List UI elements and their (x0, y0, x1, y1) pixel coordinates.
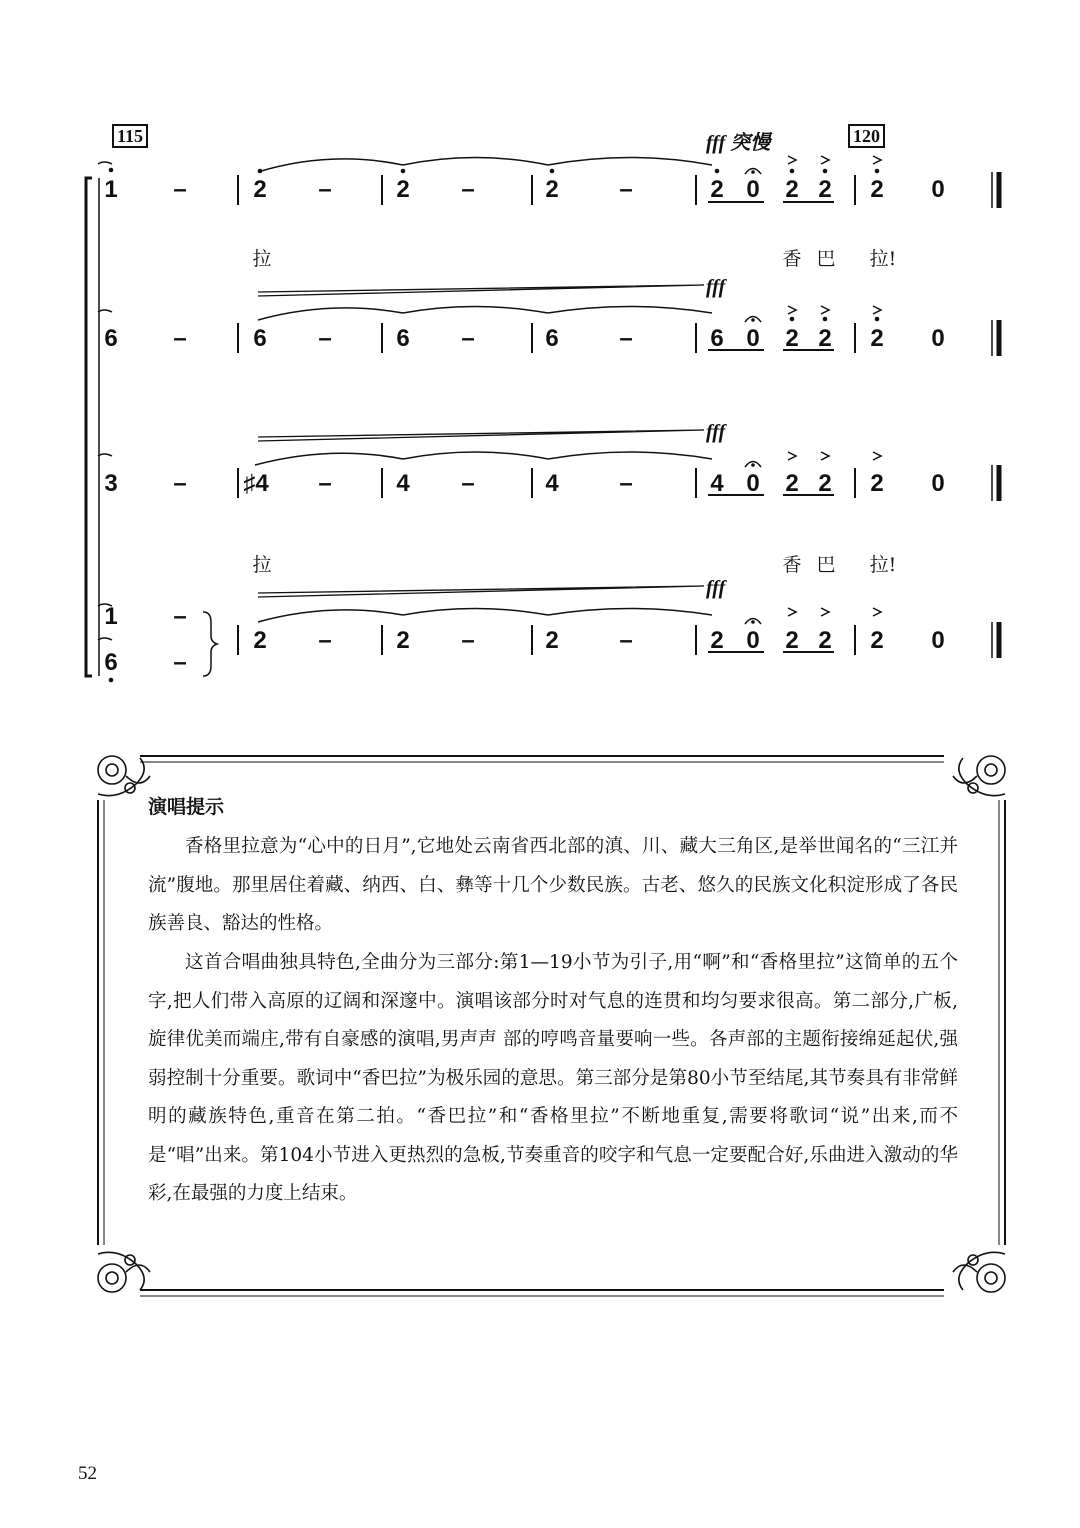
note: – (461, 176, 475, 203)
note: – (619, 627, 633, 654)
note: – (173, 325, 187, 352)
note: 0 (746, 176, 760, 203)
note: 0 (931, 470, 945, 497)
note: 0 (746, 325, 760, 352)
note: – (173, 470, 187, 497)
note: 6 (396, 325, 410, 352)
note: 2 (785, 176, 799, 203)
note: 2 (870, 325, 884, 352)
note: 2 (253, 176, 267, 203)
note: 2 (870, 470, 884, 497)
measure-number-120: 120 (848, 124, 885, 148)
note: 2 (870, 627, 884, 654)
note: 3 (104, 470, 118, 497)
note: 4 (396, 470, 410, 497)
note: – (619, 176, 633, 203)
note: – (173, 176, 187, 203)
note: 6 (253, 325, 267, 352)
note: 2 (785, 470, 799, 497)
tips-paragraph-1: 香格里拉意为“心中的日月”,它地处云南省西北部的滇、川、藏大三角区,是举世闻名的“三江并流”腹地。那里居住着藏、纳西、白、彝等十几个少数民族。古老、悠久的民族文化积淀形成了各民族善良、豁达的性格。 (148, 836, 958, 934)
page-number: 52 (78, 1463, 97, 1484)
note: 1 (104, 176, 118, 203)
note: 2 (545, 627, 559, 654)
note: 4 (545, 470, 559, 497)
note: 4 (710, 470, 724, 497)
note: 1 (104, 603, 118, 630)
note: 2 (396, 627, 410, 654)
note: 0 (931, 176, 945, 203)
note: 6 (104, 649, 118, 676)
lyric: 拉! (869, 248, 897, 270)
note: 0 (746, 470, 760, 497)
note: – (173, 603, 187, 630)
note: ♯4 (243, 470, 269, 497)
note: 6 (545, 325, 559, 352)
note: – (461, 470, 475, 497)
dynamic-fff: fff (706, 577, 726, 599)
lyric: 香 (782, 554, 802, 576)
note: – (461, 325, 475, 352)
note: 6 (104, 325, 118, 352)
note: 2 (253, 627, 267, 654)
lyric: 拉 (252, 248, 272, 270)
note: 2 (545, 176, 559, 203)
note: – (318, 470, 332, 497)
note: 2 (785, 627, 799, 654)
note: 2 (396, 176, 410, 203)
note: 0 (746, 627, 760, 654)
note: – (318, 325, 332, 352)
note: 0 (931, 627, 945, 654)
note: – (318, 176, 332, 203)
lyric: 香 (782, 248, 802, 270)
lyric: 拉 (252, 554, 272, 576)
note: 6 (710, 325, 724, 352)
note: 2 (710, 627, 724, 654)
note: 2 (870, 176, 884, 203)
note: 2 (710, 176, 724, 203)
note: – (173, 649, 187, 676)
lyric: 拉! (869, 554, 897, 576)
tips-title: 演唱提示 (148, 796, 225, 818)
measure-number-115: 115 (112, 124, 148, 148)
lyric: 巴 (816, 554, 836, 576)
note: 2 (818, 325, 832, 352)
note: 2 (818, 176, 832, 203)
note: 2 (818, 627, 832, 654)
tempo-marking: fff 突慢 (706, 132, 771, 154)
note: – (318, 627, 332, 654)
tips-paragraph-2: 这首合唱曲独具特色,全曲分为三部分:第1—19小节为引子,用“啊”和“香格里拉”这简单的五个字,把人们带入高原的辽阔和深邃中。演唱该部分时对气息的连贯和均匀要求很高。第二部分,广板,旋律优美而端庄,带有自豪感的演唱,男声声 部的哼鸣音量要响一些。各声部的主题衔接绵延起伏,强弱控制十分重要。歌词中“香巴拉”为极乐园的意思。第三部分是第80小节至结尾,其节奏具有非常鲜明的藏族特色,重音在第二拍。“香巴拉”和“香格里拉”不断地重复,需要将歌词“说”出来,而不是“唱”出来。第104小节进入更热烈的急板,节奏重音的咬字和气息一定要配合好,乐曲进入激动的华彩,在最强的力度上结束。 (148, 952, 958, 1204)
dynamic-fff: fff (706, 421, 726, 443)
lyric: 巴 (816, 248, 836, 270)
dynamic-fff: fff (706, 276, 726, 298)
note: – (619, 325, 633, 352)
note: – (461, 627, 475, 654)
note: – (619, 470, 633, 497)
note: 2 (785, 325, 799, 352)
note: 2 (818, 470, 832, 497)
note: 0 (931, 325, 945, 352)
